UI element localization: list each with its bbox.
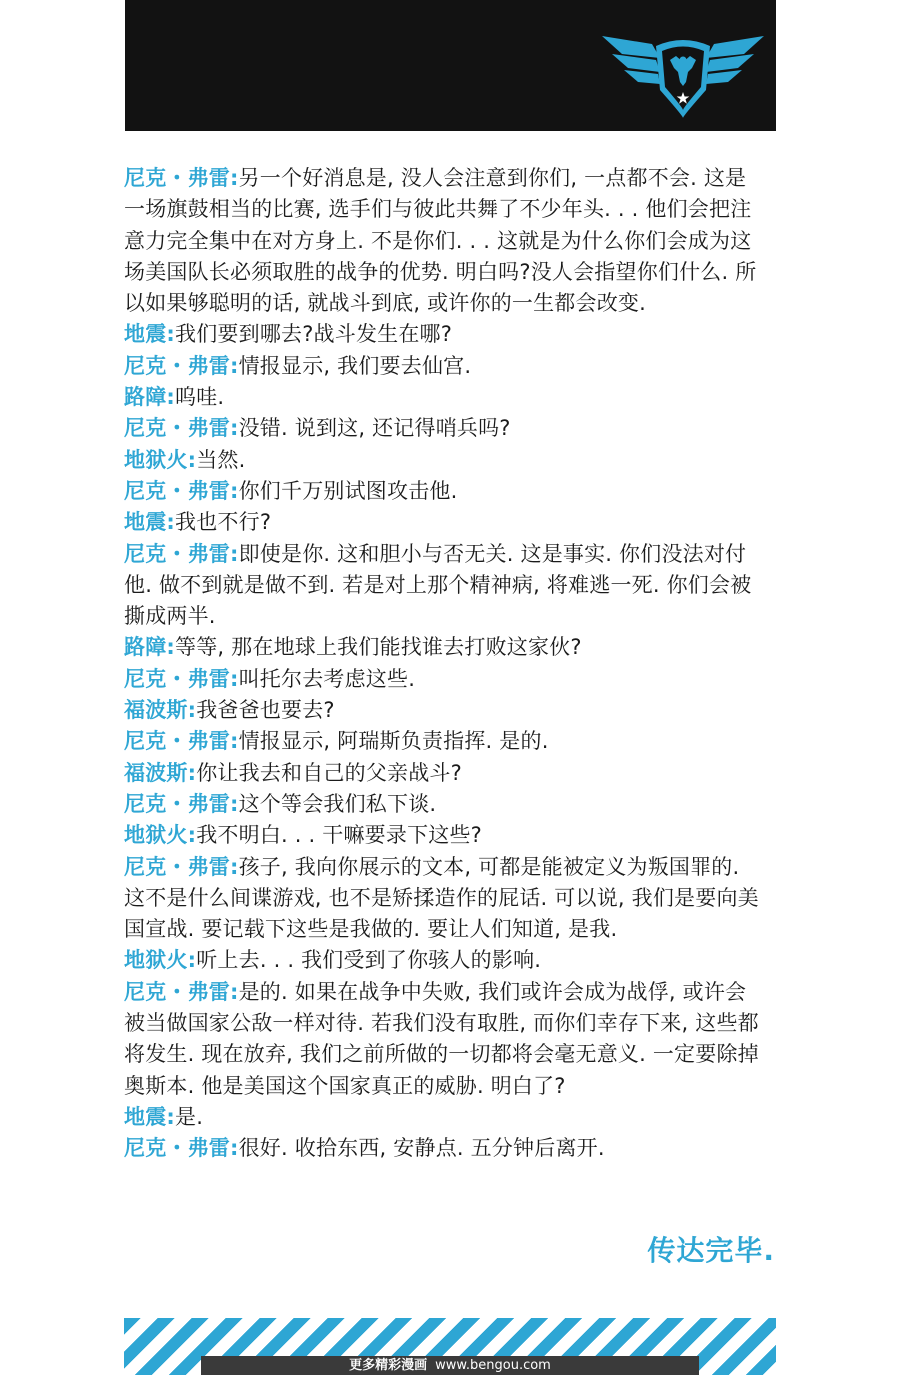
speaker-name: 地震 [124,1104,167,1129]
dialogue-text: 叫托尔去考虑这些. [238,666,416,691]
dialogue-text: 没错. 说到这, 还记得哨兵吗? [238,416,511,441]
dialogue-line: 尼克・弗雷:你们千万别试图攻击他. [124,478,458,503]
dialogue-line: 尼克・弗雷:另一个好消息是, 没人会注意到你们, 一点都不会. 这是一场旗鼓相当的比赛, 选手们与彼此共舞了不少年头. . . 他们会把注意力完全集中在对方身上. 不是你们. . . 这就是为什么你们会成为这场美国队长必须取胜的战争的优势. 明白吗?没人会指望你们什么. 所以如果够聪明的话, 就战斗到底, 或许你的一生都会改变. [124,166,757,316]
dialogue-text: 我也不行? [175,510,272,535]
dialogue-text: 情报显示, 阿瑞斯负责指挥. 是的. [238,729,549,754]
dialogue-line: 路障:等等, 那在地球上我们能找谁去打败这家伙? [124,635,582,660]
dialogue-text: 呜哇. [175,385,225,410]
watermark-url: www.bengou.com [435,1358,551,1373]
dialogue-text: 我们要到哪去?战斗发生在哪? [175,322,453,347]
speaker-name: 地狱火 [124,948,188,973]
speaker-name: 地狱火 [124,823,188,848]
dialogue-line: 尼克・弗雷:是的. 如果在战争中失败, 我们或许会成为战俘, 或许会被当做国家公敌一样对待. 若我们没有取胜, 而你们幸存下来, 这些都将发生. 现在放弃, 我们之前所做的一切都将会毫无意义. 一定要除掉奥斯本. 他是美国这个国家真正的威胁. 明白了? [124,979,759,1098]
dialogue-line: 尼克・弗雷:孩子, 我向你展示的文本, 可都是能被定义为叛国罪的. 这不是什么间谍游戏, 也不是矫揉造作的屁话. 可以说, 我们是要向美国宣战. 要记载下这些是我做的. 要让人们知道, 是我. [124,854,759,942]
speaker-name: 地震 [124,510,167,535]
speaker-name: 尼克・弗雷 [124,478,230,503]
dialogue-text: 我不明白. . . 干嘛要录下这些? [196,823,483,848]
dialogue-text: 很好. 收拾东西, 安静点. 五分钟后离开. [238,1136,605,1161]
speaker-name: 尼克・弗雷 [124,854,230,879]
dialogue-text: 另一个好消息是, 没人会注意到你们, 一点都不会. 这是一场旗鼓相当的比赛, 选手们与彼此共舞了不少年头. . . 他们会把注意力完全集中在对方身上. 不是你们. . . 这就是为什么你们会成为这场美国队长必须取胜的战争的优势. 明白吗?没人会指望你们什么. 所以如果够聪明的话, 就战斗到底, 或许你的一生都会改变. [124,166,757,316]
dialogue-text: 听上去. . . 我们受到了你骇人的影响. [196,948,542,973]
dialogue-text: 孩子, 我向你展示的文本, 可都是能被定义为叛国罪的. 这不是什么间谍游戏, 也不是矫揉造作的屁话. 可以说, 我们是要向美国宣战. 要记载下这些是我做的. 要让人们知道, 是我. [124,854,759,942]
speaker-name: 尼克・弗雷 [124,1136,230,1161]
dialogue-line: 地狱火:当然. [124,447,246,472]
speaker-name: 尼克・弗雷 [124,666,230,691]
dialogue-line: 地狱火:我不明白. . . 干嘛要录下这些? [124,823,483,848]
watermark-text: 更多精彩漫画 [349,1358,428,1373]
dialogue-line: 尼克・弗雷:情报显示, 我们要去仙宫. [124,353,472,378]
dialogue-line: 尼克・弗雷:这个等会我们私下谈. [124,791,437,816]
speaker-name: 尼克・弗雷 [124,791,230,816]
dialogue-line: 地震:我们要到哪去?战斗发生在哪? [124,322,453,347]
dialogue-text: 是. [175,1104,204,1129]
speaker-name: 福波斯 [124,760,188,785]
watermark-banner [201,1356,699,1375]
speaker-name: 路障 [124,385,167,410]
dialogue-text: 我爸爸也要去? [196,698,335,723]
dialogue-text: 是的. 如果在战争中失败, 我们或许会成为战俘, 或许会被当做国家公敌一样对待. 若我们没有取胜, 而你们幸存下来, 这些都将发生. 现在放弃, 我们之前所做的一切都将会毫无意义. 一定要除掉奥斯本. 他是美国这个国家真正的威胁. 明白了? [124,979,759,1098]
speaker-name: 地狱火 [124,447,188,472]
speaker-name: 地震 [124,322,167,347]
dialogue-line: 尼克・弗雷:没错. 说到这, 还记得哨兵吗? [124,416,511,441]
speaker-name: 尼克・弗雷 [124,166,230,190]
speaker-name: 路障 [124,635,167,660]
dialogue-line: 地震:我也不行? [124,510,272,535]
dialogue-text: 你让我去和自己的父亲战斗? [196,760,462,785]
dialogue-text: 这个等会我们私下谈. [238,791,437,816]
dialogue-text: 你们千万别试图攻击他. [238,478,458,503]
speaker-name: 尼克・弗雷 [124,541,230,566]
dialogue-line: 地震:是. [124,1104,204,1129]
dialogue-line: 尼克・弗雷:很好. 收拾东西, 安静点. 五分钟后离开. [124,1136,605,1161]
speaker-name: 尼克・弗雷 [124,416,230,441]
transcript [124,163,764,1165]
speaker-name: 尼克・弗雷 [124,353,230,378]
dialogue-text: 等等, 那在地球上我们能找谁去打败这家伙? [175,635,582,660]
dialogue-line: 路障:呜哇. [124,385,225,410]
dialogue-text: 情报显示, 我们要去仙宫. [238,353,472,378]
dialogue-line: 尼克・弗雷:即使是你. 这和胆小与否无关. 这是事实. 你们没法对付他. 做不到就是做不到. 若是对上那个精神病, 将难逃一死. 你们会被撕成两半. [124,541,752,629]
speaker-name: 尼克・弗雷 [124,729,230,754]
winged-shield-eagle-star-icon [600,24,766,124]
dialogue-line: 福波斯:我爸爸也要去? [124,698,335,723]
dialogue-line: 地狱火:听上去. . . 我们受到了你骇人的影响. [124,948,542,973]
dialogue-text: 即使是你. 这和胆小与否无关. 这是事实. 你们没法对付他. 做不到就是做不到. 若是对上那个精神病, 将难逃一死. 你们会被撕成两半. [124,541,752,629]
speaker-name: 福波斯 [124,698,188,723]
speaker-name: 尼克・弗雷 [124,979,230,1004]
dialogue-line: 尼克・弗雷:叫托尔去考虑这些. [124,666,416,691]
end-of-transmission: 传达完毕. [647,1234,775,1267]
dialogue-text: 当然. [196,447,246,472]
dialogue-line: 福波斯:你让我去和自己的父亲战斗? [124,760,462,785]
dialogue-line: 尼克・弗雷:情报显示, 阿瑞斯负责指挥. 是的. [124,729,549,754]
